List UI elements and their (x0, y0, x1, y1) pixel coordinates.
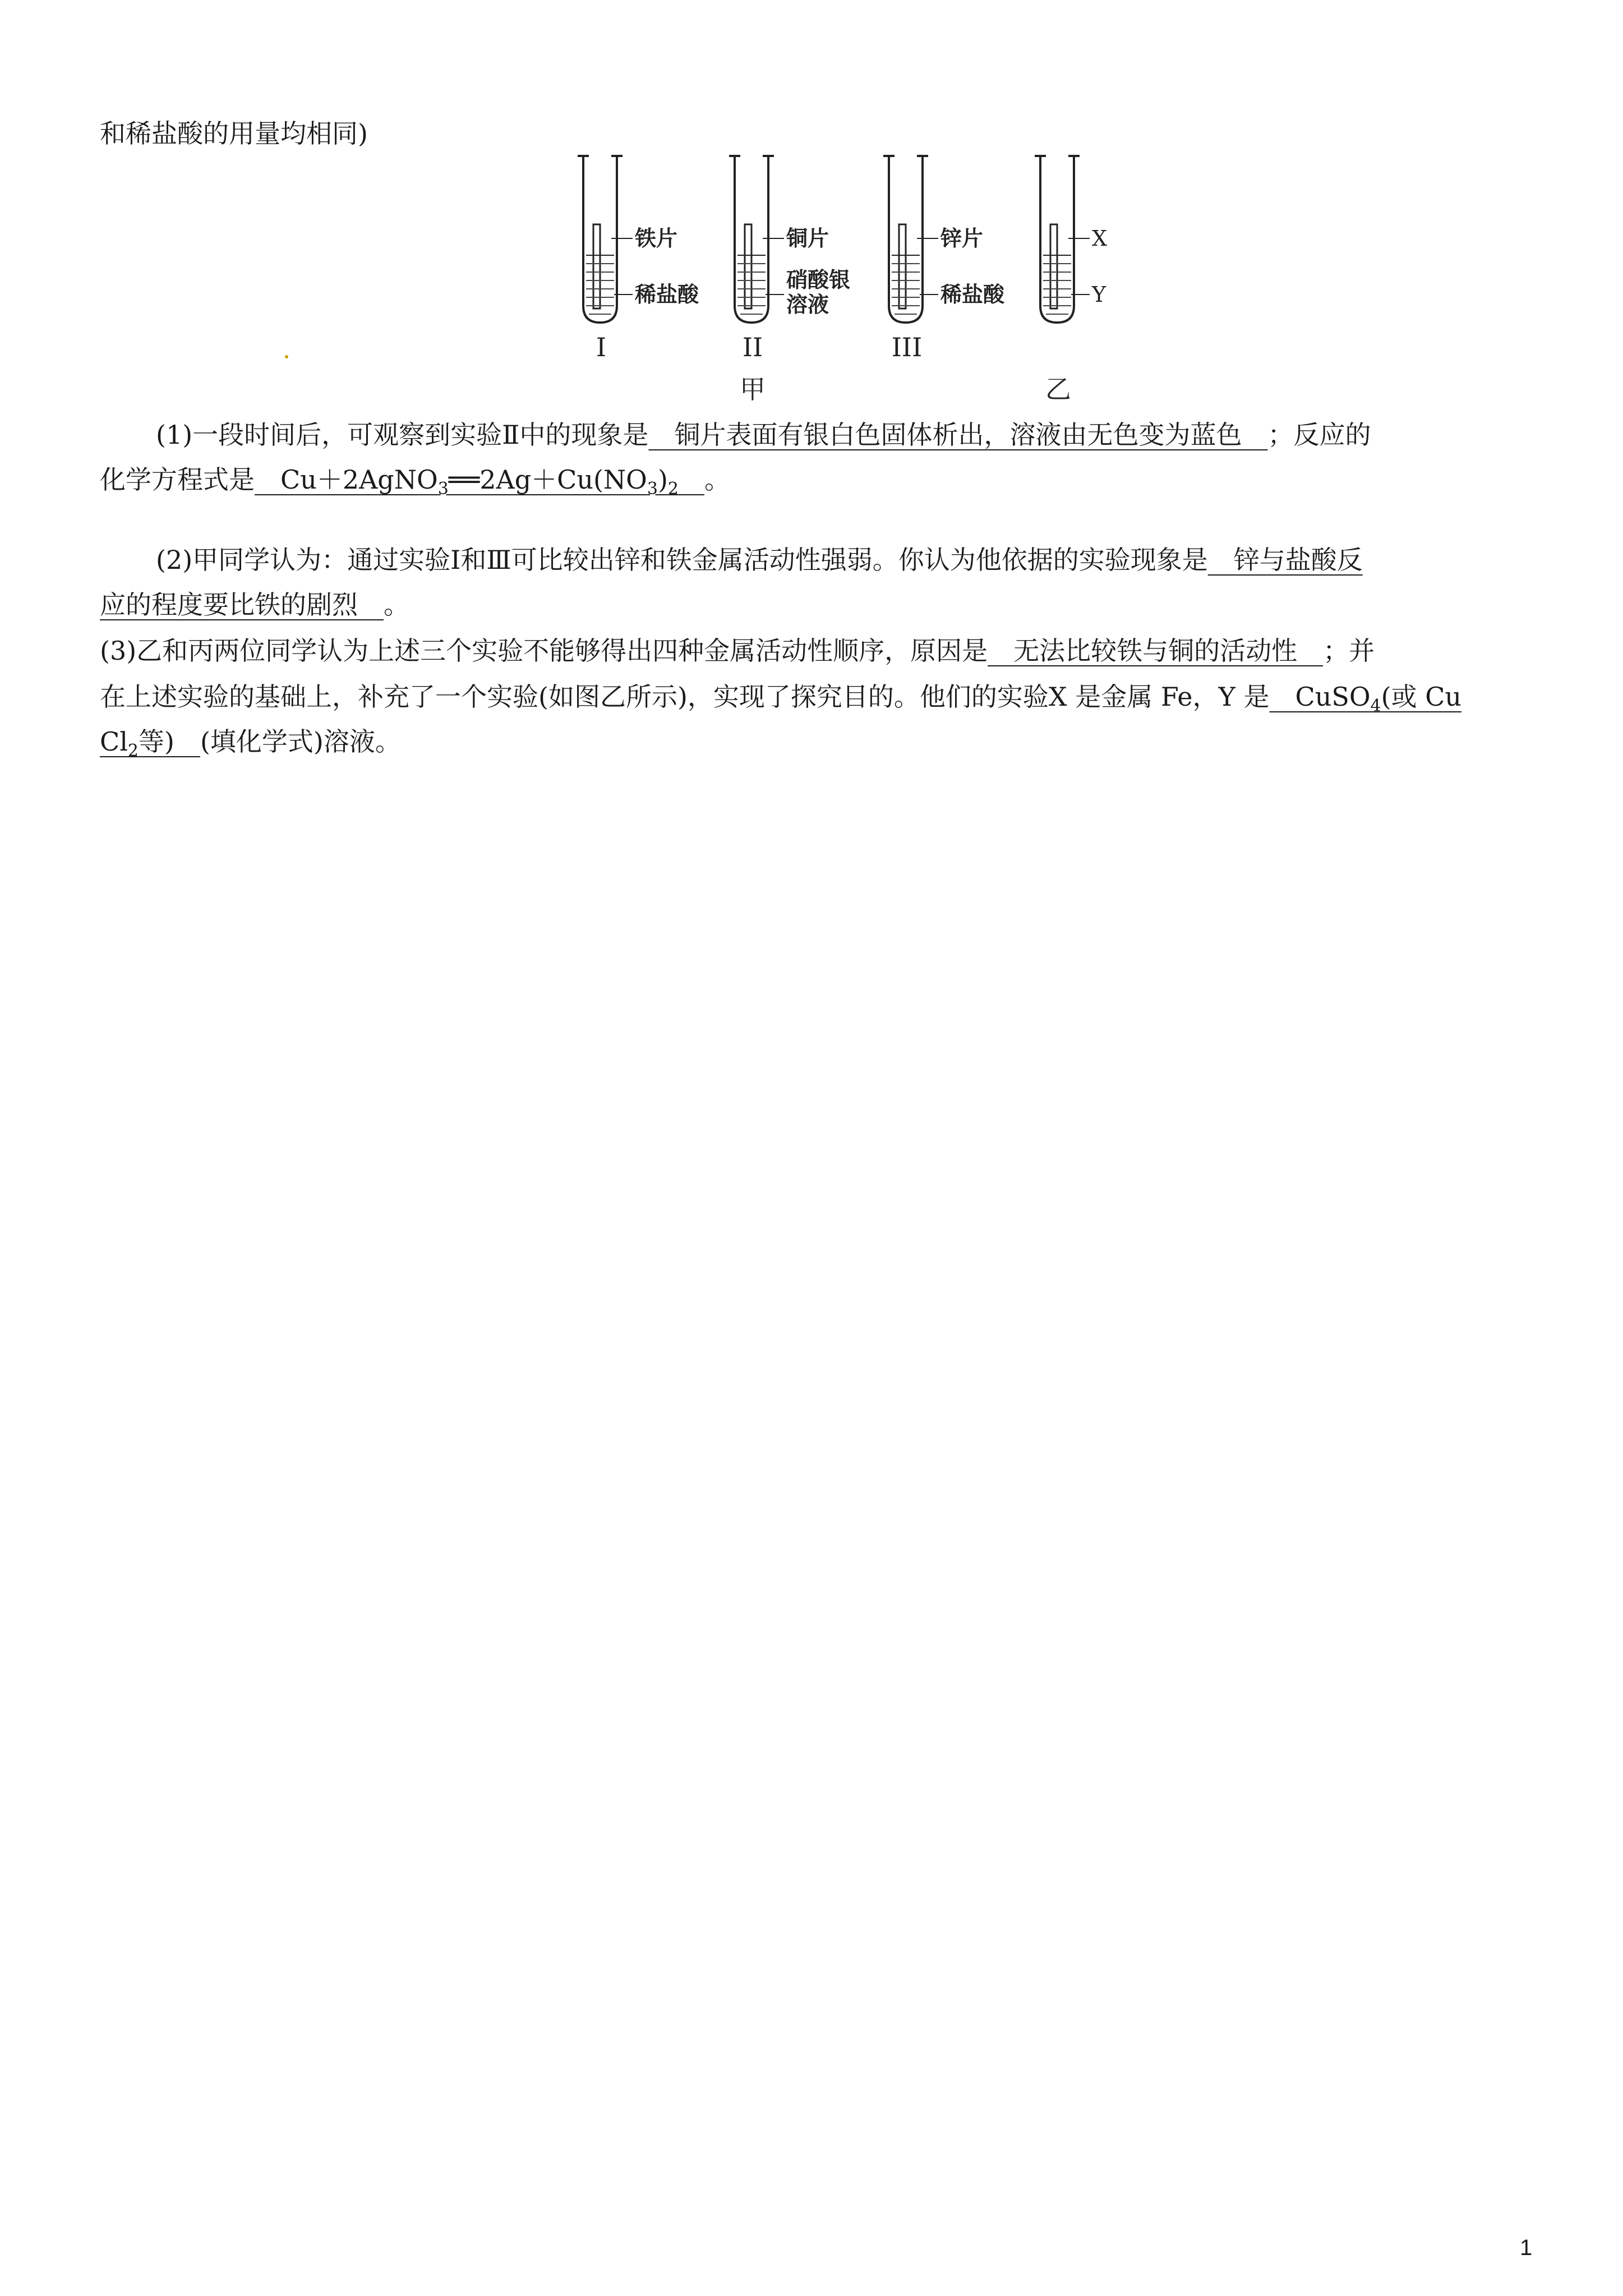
page-number: 1 (1520, 2235, 1533, 2260)
tube-1-lower-label: 稀盐酸 (635, 282, 699, 307)
q3-answer-1: 无法比较铁与铜的活动性 (988, 636, 1324, 666)
group-yi-label: 乙 (1045, 374, 1071, 404)
q3-line-3: $Cl_2$等) (填化学式)溶液。 (100, 726, 401, 761)
tube-3-lower-label: 稀盐酸 (940, 282, 1005, 307)
intro-text: 和稀盐酸的用量均相同) (100, 118, 368, 149)
q2-line-2: 应的程度要比铁的剧烈 。 (100, 590, 409, 620)
tube-3-upper-label: 锌片 (940, 226, 984, 251)
q3-line-1: (3)乙和丙两位同学认为上述三个实验不能够得出四种金属活动性顺序，原因是 无法比较铁与铜的活动性 ；并 (100, 636, 1375, 666)
tube-2-upper-label: 铜片 (786, 226, 829, 251)
q3-line-2: 在上述实验的基础上，补充了一个实验(如图乙所示)，实现了探究目的。他们的实验X 是金属 Fe，Y 是 CuSO$_4$(或 Cu (100, 682, 1462, 716)
group-jia-label: 甲 (740, 374, 766, 404)
q2-answer-2: 应的程度要比铁的剧烈 (100, 590, 384, 620)
q1-line-1: (1)一段时间后，可观察到实验Ⅱ中的现象是 铜片表面有银白色固体析出，溶液由无色变为蓝色 ；反应的 (156, 420, 1371, 450)
stray-dot (285, 355, 288, 358)
tube-2-lower-label-1: 硝酸银 (786, 267, 851, 292)
tube-1-upper-label: 铁片 (635, 226, 678, 251)
q3-answer-2: CuSO$_4$(或 Cu (1269, 682, 1462, 716)
tube-2-roman: II (742, 332, 763, 362)
test-tube-figure (0, 0, 1623, 426)
q1-equation: $Cu+2AgNO_3══2Ag+Cu(NO_3)_2$ (255, 464, 679, 499)
tube-1-roman: I (596, 332, 607, 362)
q1-answer-1: 铜片表面有银白色固体析出，溶液由无色变为蓝色 (648, 420, 1268, 450)
q3-answer-3: $Cl_2$等) (100, 726, 200, 761)
tube-2-lower-label-2: 溶液 (786, 292, 829, 317)
q1-line-2: 化学方程式是 $Cu+2AgNO_3══2Ag+Cu(NO_3)_2$ 。 (100, 464, 731, 499)
tube-4-lower-label: Y (1092, 282, 1106, 307)
q2-line-1: (2)甲同学认为：通过实验Ⅰ和Ⅲ可比较出锌和铁金属活动性强弱。你认为他依据的实验现象是 锌与盐酸反 (156, 545, 1363, 575)
tube-4-upper-label: X (1092, 226, 1108, 251)
tube-3-roman: III (891, 332, 923, 362)
q2-answer-1: 锌与盐酸反 (1207, 545, 1363, 575)
